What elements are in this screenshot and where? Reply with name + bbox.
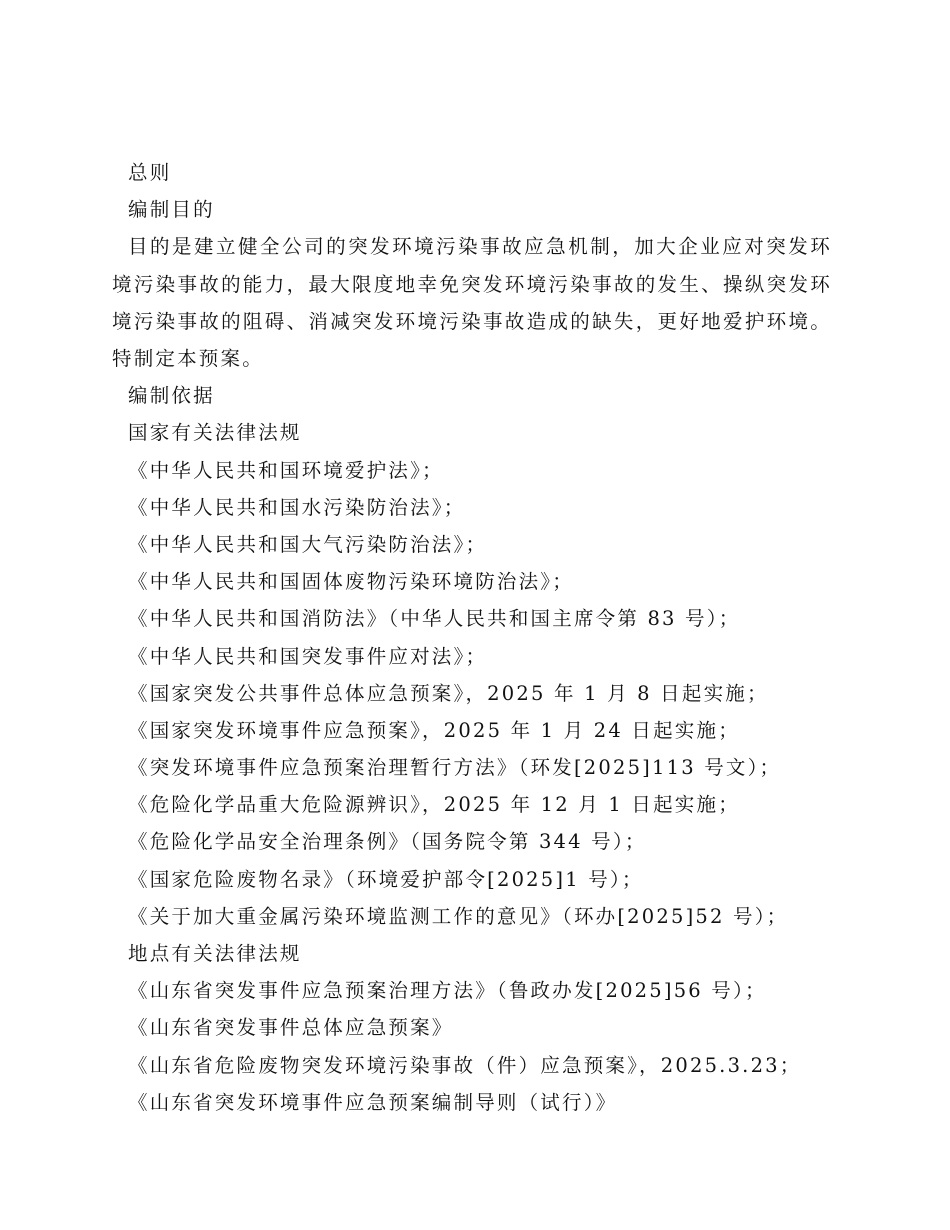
heading-general: 总则 xyxy=(128,161,172,184)
list-item: 《关于加大重金属污染环境监测工作的意见》（环办[2025]52 号）； xyxy=(128,904,789,928)
list-item: 《国家危险废物名录》（环境爱护部令[2025]1 号）； xyxy=(128,867,644,891)
list-item: 《危险化学品安全治理条例》（国务院令第 344 号）； xyxy=(128,830,647,854)
local-laws-list xyxy=(112,972,832,1121)
list-item: 《山东省突发事件总体应急预案》 xyxy=(128,1016,454,1040)
heading-national-laws: 国家有关法律法规 xyxy=(128,421,302,445)
list-item: 《山东省突发事件应急预案治理方法》（鲁政办发[2025]56 号）； xyxy=(128,979,767,1003)
heading-local-laws: 地点有关法律法规 xyxy=(128,942,302,965)
list-item: 《国家突发环境事件应急预案》，2025 年 1 月 24 日起实施； xyxy=(128,718,740,742)
list-item: 《突发环境事件应急预案治理暂行方法》（环发[2025]113 号文）； xyxy=(128,756,782,780)
list-item: 《山东省突发环境事件应急预案编制导则（试行）》 xyxy=(128,1090,618,1114)
purpose-paragraph: 目的是建立健全公司的突发环境污染事故应急机制，加大企业应对突发环境污染事故的能力，最大限度地幸免突发环境污染事故的发生、操纵突发环境污染事故的阻碍、消减突发环境污染事故造成的缺失，更好地爱护环境。特制定本预案。 xyxy=(112,235,832,370)
list-item: 《中华人民共和国消防法》（中华人民共和国主席令第 83 号）； xyxy=(128,607,741,631)
document-body xyxy=(112,154,832,1121)
list-item: 《山东省危险废物突发环境污染事故（件）应急预案》，2025.3.23； xyxy=(128,1053,802,1077)
list-item: 《中华人民共和国环境爱护法》； xyxy=(128,458,444,482)
national-laws-list xyxy=(112,452,832,935)
list-item: 《国家突发公共事件总体应急预案》，2025 年 1 月 8 日起实施； xyxy=(128,681,769,705)
list-item: 《中华人民共和国固体废物污染环境防治法》； xyxy=(128,570,574,594)
list-item: 《危险化学品重大危险源辨识》，2025 年 12 月 1 日起实施； xyxy=(128,793,740,817)
heading-purpose: 编制目的 xyxy=(128,198,215,222)
list-item: 《中华人民共和国大气污染防治法》； xyxy=(128,532,488,556)
heading-basis: 编制依据 xyxy=(128,384,215,408)
list-item: 《中华人民共和国突发事件应对法》； xyxy=(128,644,488,668)
list-item: 《中华人民共和国水污染防治法》； xyxy=(128,495,466,519)
